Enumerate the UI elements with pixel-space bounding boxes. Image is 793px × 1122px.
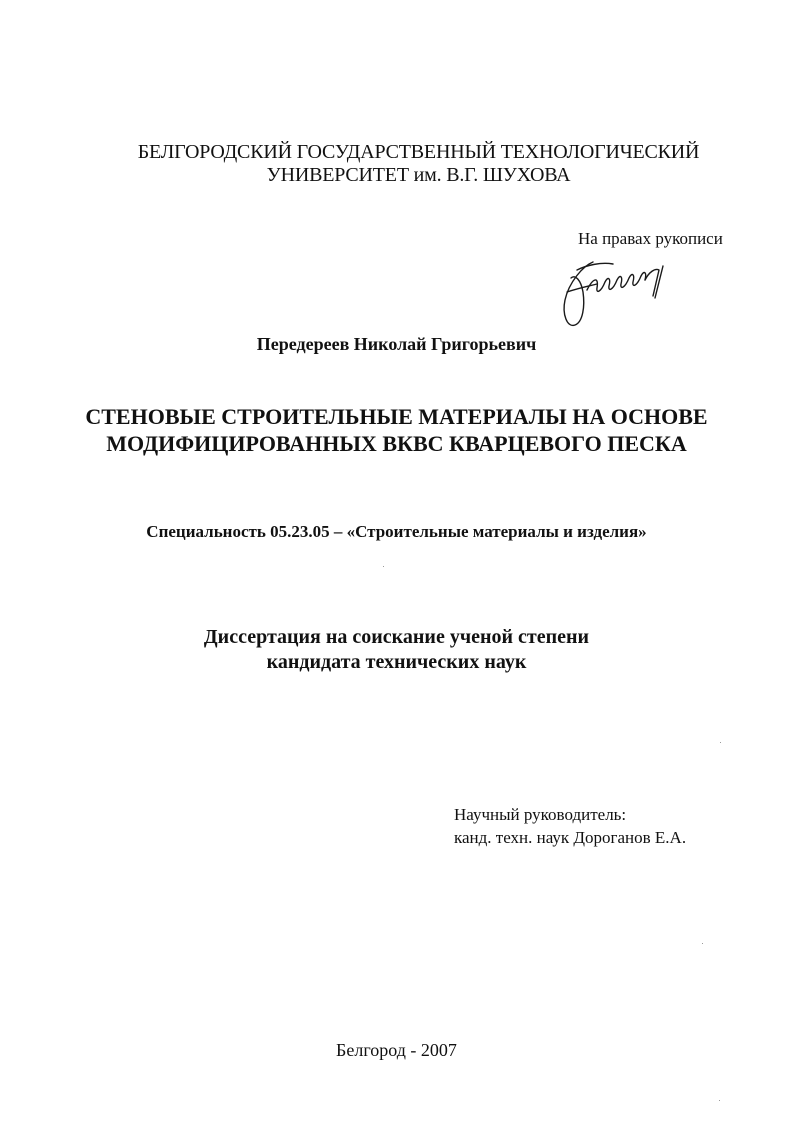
dissertation-title-line-1: СТЕНОВЫЕ СТРОИТЕЛЬНЫЕ МАТЕРИАЛЫ НА ОСНОВЕ [85, 404, 708, 429]
signature-icon [553, 248, 683, 333]
scan-speck [702, 943, 703, 944]
degree-line-2: кандидата технических наук [266, 651, 527, 673]
dissertation-title-line-2: МОДИФИЦИРОВАННЫХ ВКВС КВАРЦЕВОГО ПЕСКА [106, 431, 687, 456]
author-name: Передереев Николай Григорьевич [256, 334, 537, 354]
city-year: Белгород - 2007 [336, 1040, 457, 1060]
scan-speck [383, 566, 384, 567]
supervisor-name: канд. техн. наук Дороганов Е.А. [454, 828, 687, 847]
supervisor-label: Научный руководитель: [454, 805, 627, 824]
scan-speck [720, 742, 721, 743]
scan-speck [719, 1100, 720, 1101]
degree-line-1: Диссертация на соискание ученой степени [203, 626, 590, 648]
university-name-line-1: БЕЛГОРОДСКИЙ ГОСУДАРСТВЕННЫЙ ТЕХНОЛОГИЧЕСКИЙ [137, 141, 700, 163]
specialty: Специальность 05.23.05 – «Строительные материалы и изделия» [146, 522, 647, 541]
manuscript-note: На правах рукописи [578, 229, 723, 248]
university-name-line-2: УНИВЕРСИТЕТ им. В.Г. ШУХОВА [266, 164, 571, 186]
